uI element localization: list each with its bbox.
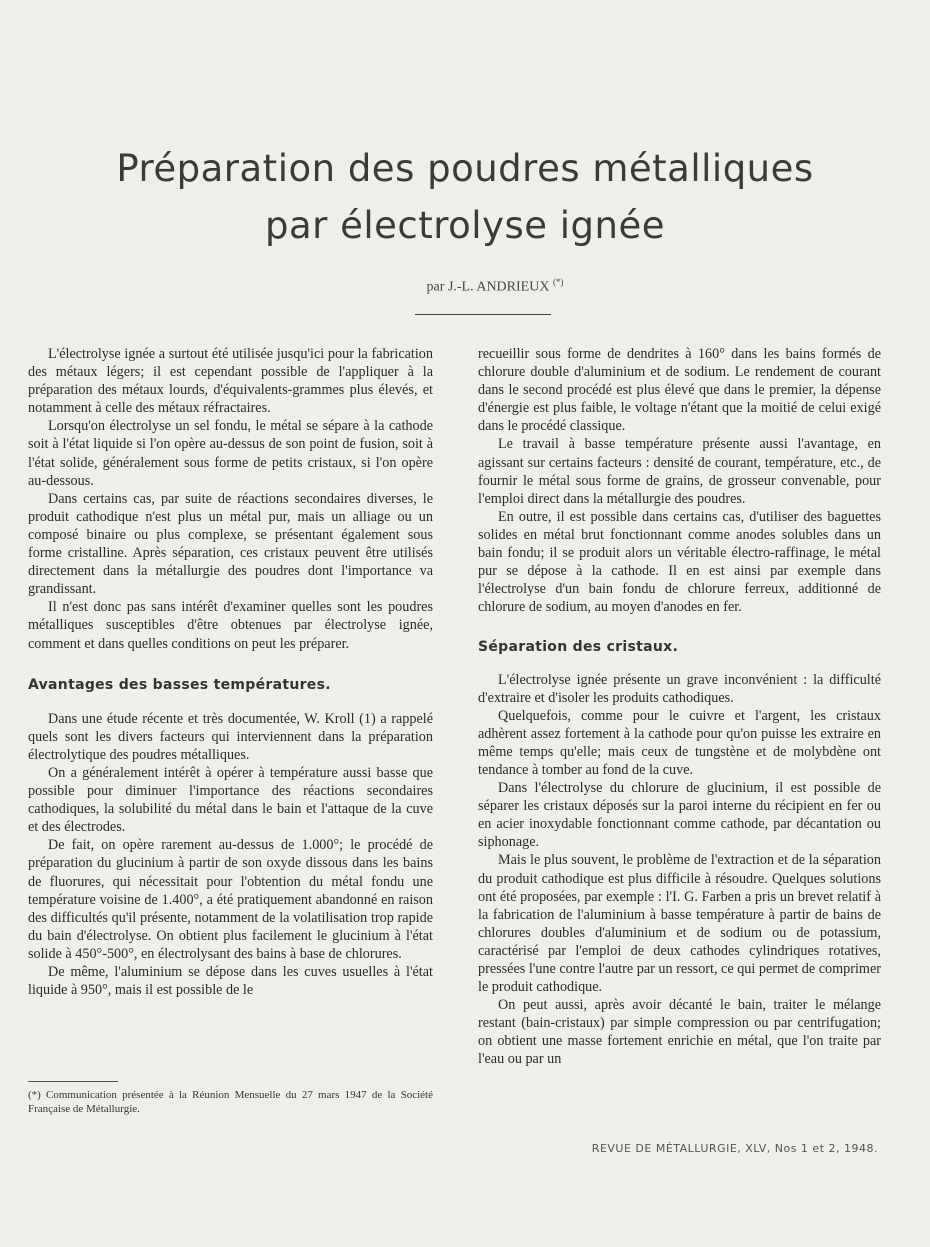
right-column xyxy=(478,345,881,1069)
paragraph: De fait, on opère rarement au-dessus de 1.000°; le procédé de préparation du glucinium à partir de son oxyde dissous dans les bains de fluorures, qui nécessitait pour l'obtention du métal fondu une température voisine de 1.400°, a été pratiquement abandonné en raison des difficultés qu'il présente, notamment de la volatilisation trop rapide du bain d'électrolyse. On obtient plus facilement le glucinium à l'état solide à 450°-500°, en électrolysant des bains à base de chlorures. xyxy=(28,837,433,962)
paragraph: Quelquefois, comme pour le cuivre et l'argent, les cristaux adhèrent assez fortement à la cathode pour qu'on puisse les extraire en même temps qu'elle; mais ceux de tungstène et de molybdène ont tendance à tomber au fond de la cuve. xyxy=(478,707,881,778)
journal-footer: REVUE DE MÉTALLURGIE, XLV, Nos 1 et 2, 1948. xyxy=(591,1142,878,1155)
title-line-2: par électrolyse ignée xyxy=(264,204,666,247)
article-title xyxy=(0,140,930,254)
left-column xyxy=(28,345,433,999)
paragraph: Dans une étude récente et très documentée, W. Kroll (1) a rappelé quels sont les divers facteurs qui interviennent dans la préparation électrolytique des poudres métalliques. xyxy=(28,710,433,763)
paragraph: L'électrolyse ignée a surtout été utilisée jusqu'ici pour la fabrication des métaux légers; il est cependant possible de l'appliquer à la préparation des métaux lourds, d'équivalents-grammes plus élevés, et notamment à celle des métaux réfractaires. xyxy=(28,346,433,417)
paragraph: On a généralement intérêt à opérer à température aussi basse que possible pour diminuer l'importance des réactions secondaires cathodiques, la solubilité du métal dans le bain et l'attaque de la cuve et des électrodes. xyxy=(28,764,433,836)
paragraph: L'électrolyse ignée présente un grave inconvénient : la difficulté d'extraire et d'isoler les produits cathodiques. xyxy=(478,671,881,706)
byline xyxy=(0,277,930,296)
paragraph: Dans certains cas, par suite de réactions secondaires diverses, le produit cathodique n'est plus un métal pur, mais un alliage ou un composé binaire ou plus complexe, se présentant également sous forme cristalline. Après séparation, ces cristaux peuvent être utilisés directement dans la métallurgie des poudres dont l'importance va grandissant. xyxy=(28,490,433,598)
footnote-divider xyxy=(28,1081,118,1082)
paragraph: Lorsqu'on électrolyse un sel fondu, le métal se sépare à la cathode soit à l'état liquide si l'on opère au-dessus de son point de fusion, soit à l'état solide, généralement sous forme de petits cristaux, si l'on opère au-dessous. xyxy=(28,418,433,489)
paragraph: En outre, il est possible dans certains cas, d'utiliser des baguettes solides en métal brut fonctionnant comme anodes solubles dans un bain fondu; il se produit alors un véritable électro-raffinage, le métal pur se dépose à la cathode. Il en est ainsi par exemple dans l'électrolyse d'un bain fondu de chlorure ferreux, additionné de chlorure de sodium, au moyen d'anodes en fer. xyxy=(478,508,881,616)
footnote: (*) Communication présentée à la Réunion Mensuelle du 27 mars 1947 de la Société Française de Métallurgie. xyxy=(28,1089,433,1115)
paragraph: recueillir sous forme de dendrites à 160° dans les bains formés de chlorure double d'aluminium et de sodium. Le rendement de courant dans le second procédé est plus élevé que dans le premier, la dépense d'énergie est plus faible, le voltage n'étant que la moitié de celui exigé dans le procédé classique. xyxy=(478,346,881,435)
section-heading-avantages: Avantages des basses températures. xyxy=(28,676,331,693)
paragraph: Mais le plus souvent, le problème de l'extraction et de la séparation du produit cathodique est plus difficile à résoudre. Quelques solutions ont été proposées, par exemple : l'I. G. Farben a pris un brevet relatif à la fabrication de l'aluminium à basse température à partir de bains de chlorures doubles d'aluminium et de sodium ou de potassium, caractérisé par l'emploi de deux cathodes cylindriques rotatives, pressées l'une contre l'autre par un ressort, ce qui permet de comprimer le produit cathodique. xyxy=(478,852,881,996)
paragraph: On peut aussi, après avoir décanté le bain, traiter le mélange restant (bain-cristaux) par simple compression ou par centrifugation; on obtient une masse fortement enrichie en métal, que l'on traite par l'eau ou par un xyxy=(478,997,881,1068)
title-divider xyxy=(415,314,551,315)
byline-prefix: par xyxy=(426,279,445,295)
paragraph: Il n'est donc pas sans intérêt d'examiner quelles sont les poudres métalliques susceptibles d'être obtenues par électrolyse ignée, comment et dans quelles conditions on peut les préparer. xyxy=(28,599,433,652)
title-line-1: Préparation des poudres métalliques xyxy=(116,147,814,190)
paragraph: De même, l'aluminium se dépose dans les cuves usuelles à l'état liquide à 950°, mais il est possible de le xyxy=(28,964,433,999)
paragraph: Dans l'électrolyse du chlorure de glucinium, il est possible de séparer les cristaux déposés sur la paroi interne du récipient en fer ou en acier inoxydable fonctionnant comme cathode, par décantation ou siphonage. xyxy=(478,780,881,851)
author-note-marker: (*) xyxy=(552,277,564,287)
author-name: J.-L. ANDRIEUX xyxy=(447,279,550,295)
paragraph: Le travail à basse température présente aussi l'avantage, en agissant sur certains facteurs : densité de courant, température, etc., de fournir le métal sous forme de grains, de grosseur convenable, pour l'emploi direct dans la métallurgie des poudres. xyxy=(478,436,881,507)
section-heading-separation: Séparation des cristaux. xyxy=(478,639,679,656)
